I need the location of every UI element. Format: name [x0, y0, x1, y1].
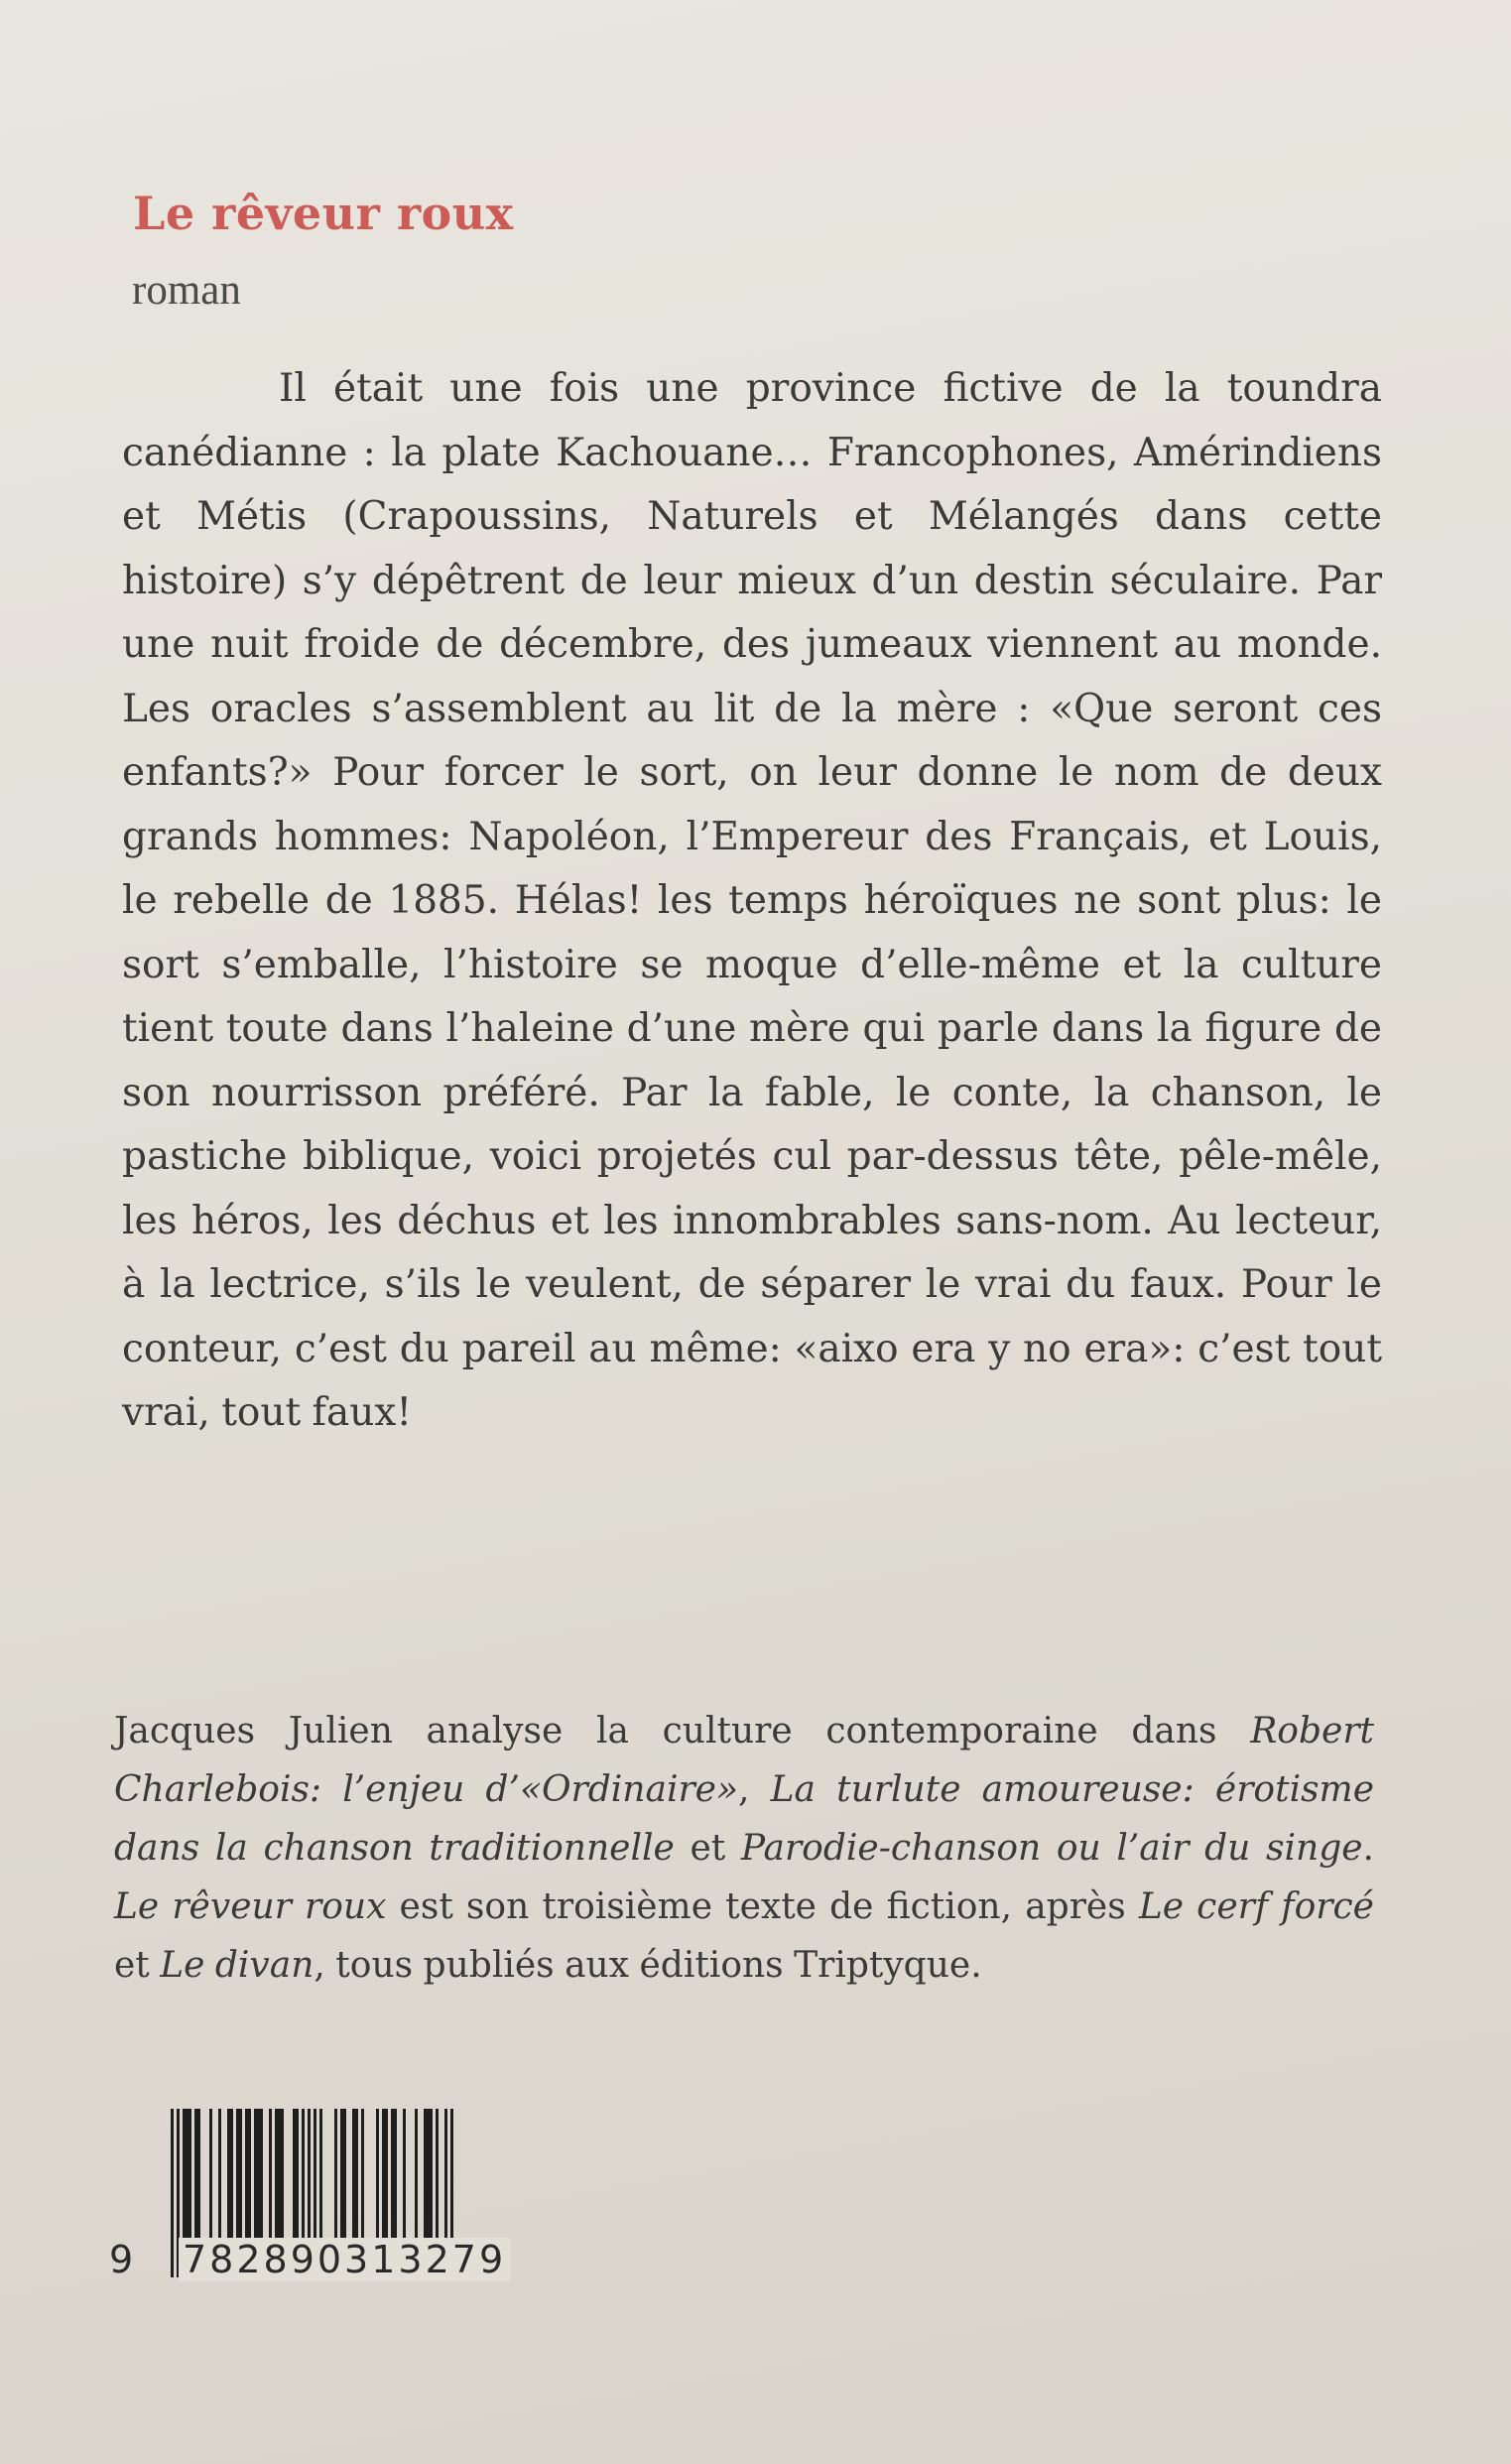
- bio-work-title: Le divan: [160, 1945, 315, 1986]
- barcode-bar: [269, 2109, 272, 2258]
- bio-work-title: Le cerf forcé: [1138, 1886, 1374, 1927]
- barcode-bar: [281, 2109, 284, 2258]
- barcode-bar: [260, 2109, 263, 2258]
- barcode-lead-digit: 9: [109, 2238, 134, 2281]
- barcode-bar: [403, 2109, 406, 2258]
- bio-text: ,: [738, 1769, 771, 1810]
- barcode-bar: [278, 2109, 281, 2258]
- bio-text: et: [114, 1945, 161, 1986]
- barcode-bar: [391, 2109, 394, 2258]
- barcode-bar: [248, 2109, 251, 2258]
- barcode-bar: [254, 2109, 257, 2258]
- bio-work-title: La turlute amoureuse: érotisme dans la chanson traditionnelle: [114, 1769, 1374, 1869]
- barcode-bar: [275, 2109, 278, 2258]
- barcode-bar: [189, 2109, 191, 2258]
- bio-text: , tous publiés aux éditions Triptyque.: [314, 1945, 982, 1986]
- barcode-bar: [227, 2109, 230, 2258]
- bio-text: et: [674, 1828, 741, 1869]
- barcode-bar: [245, 2109, 248, 2258]
- bio-text: est son troisième texte de fiction, après: [386, 1886, 1139, 1927]
- barcode-bar: [361, 2109, 364, 2258]
- barcode-bar: [355, 2109, 358, 2258]
- barcode-bar: [239, 2109, 242, 2258]
- barcode-bar: [293, 2109, 296, 2258]
- barcode-bar: [319, 2109, 322, 2258]
- barcode-digits: 782890313279: [179, 2238, 510, 2281]
- bio-work-title: Robert Charlebois: l’enjeu d’«Ordinaire»: [114, 1711, 1374, 1810]
- barcode-bar: [236, 2109, 239, 2258]
- barcode-bar: [197, 2109, 200, 2258]
- barcode-bar: [436, 2109, 439, 2258]
- barcode-bar: [343, 2109, 346, 2258]
- bio-work-title: Parodie-chanson ou l’air du singe: [740, 1828, 1363, 1869]
- barcode-bar: [218, 2109, 221, 2258]
- barcode-bar: [230, 2109, 233, 2258]
- barcode-bar: [194, 2109, 197, 2258]
- barcode-bar: [334, 2109, 337, 2258]
- barcode-bar: [209, 2109, 212, 2258]
- barcode-bar: [385, 2109, 388, 2258]
- barcode-bar: [427, 2109, 430, 2258]
- bio-text: .: [1362, 1828, 1374, 1869]
- barcode-bar: [352, 2109, 355, 2258]
- barcode-bar: [394, 2109, 397, 2258]
- barcode-bar: [257, 2109, 260, 2258]
- book-genre: roman: [132, 267, 241, 314]
- synopsis-paragraph: Il était une fois une province fictive de la toundra canédianne : la plate Kachouane… Francophones, Amérindiens et Métis (Crapoussins, Naturels et Mélangés dans cette histoire) s’y dépêtrent de leur mieux d’un destin séculaire. Par une nuit froide de décembre, des jumeaux viennent au monde. Les oracles s’assemblent au lit de la mère : «Que seront ces enfants?» Pour forcer le sort, on leur donne le nom de deux grands hommes: Napoléon, l’Empereur des Français, et Louis, le rebelle de 1885. Hélas! les temps héroïques ne sont plus: le sort s’emballe, l’histoire se moque d’elle-même et la culture tient toute dans l’haleine d’une mère qui parle dans la figure de son nourrisson préféré. Par la fable, le conte, la chanson, le pastiche biblique, voici projetés cul par-dessus tête, pêle-mêle, les héros, les déchus et les innombrables sans-nom. Au lecteur, à la lectrice, s’ils le veulent, de séparer le vrai du faux. Pour le conteur, c’est du pareil au même: «aixo era y no era»: c’est tout vrai, tout faux!: [122, 366, 1382, 1435]
- isbn-barcode: [109, 2109, 566, 2287]
- barcode-bar: [376, 2109, 379, 2258]
- barcode-bar: [171, 2109, 174, 2277]
- barcode-bar: [296, 2109, 299, 2258]
- barcode-bar: [430, 2109, 433, 2258]
- bio-text: Jacques Julien analyse la culture contemporaine dans: [114, 1711, 1251, 1751]
- book-title: Le rêveur roux: [133, 187, 514, 240]
- barcode-bar: [183, 2109, 186, 2258]
- author-bio: [114, 1702, 1374, 1995]
- barcode-bar: [382, 2109, 385, 2258]
- barcode-bar: [340, 2109, 343, 2258]
- bio-work-title: Le rêveur roux: [114, 1886, 387, 1927]
- barcode-bar: [186, 2109, 189, 2258]
- barcode-bar: [424, 2109, 427, 2258]
- barcode-bar: [302, 2109, 305, 2258]
- barcode-bar: [415, 2109, 418, 2258]
